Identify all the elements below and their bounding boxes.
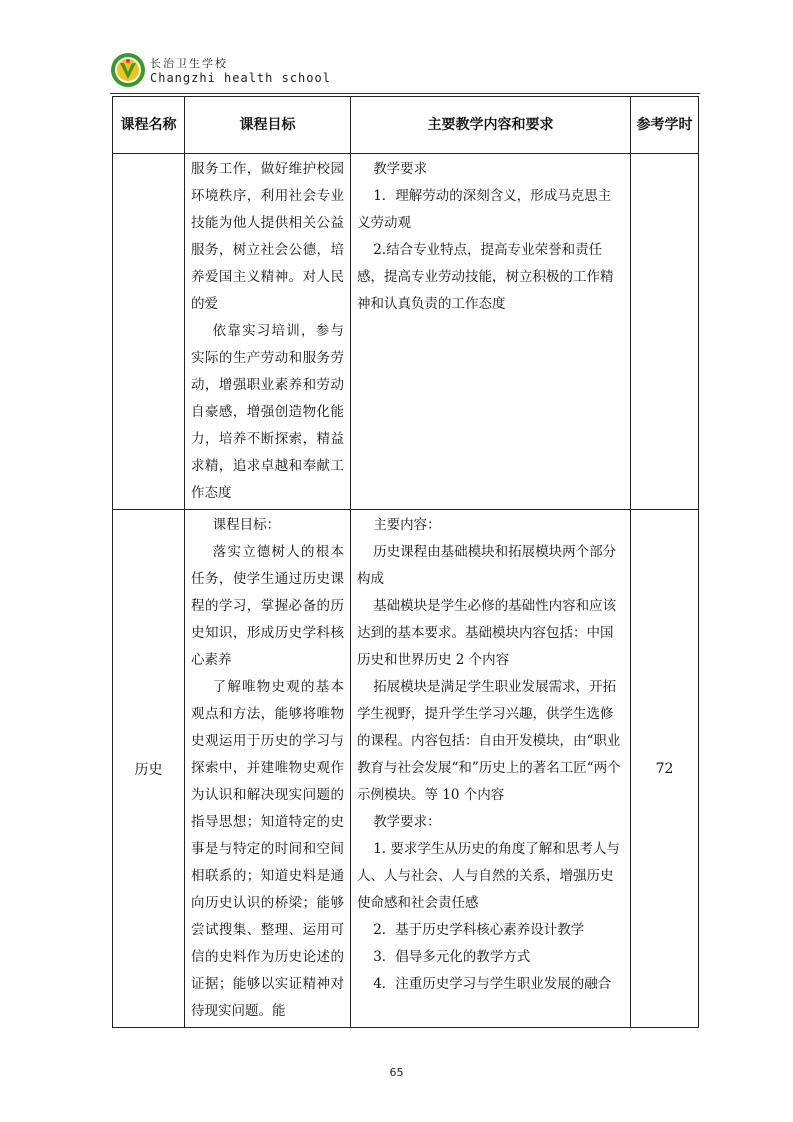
table-row bbox=[113, 154, 699, 510]
content-paragraph: 基础模块是学生必修的基础性内容和应该达到的基本要求。基础模块内容包括：中国历史和世界历史 2 个内容 bbox=[357, 598, 617, 668]
content-paragraph: 2.结合专业特点，提高专业荣誉和责任感，提高专业劳动技能，树立积极的工作精神和认真负责的工作态度 bbox=[357, 242, 614, 312]
page-header bbox=[110, 48, 700, 94]
school-logo-icon bbox=[110, 52, 146, 88]
content-paragraph: 拓展模块是满足学生职业发展需求，开拓学生视野，提升学生学习兴趣，供学生选修的课程。内容包括：自由开发模块，由“职业教育与社会发展“和”历史上的著名工匠“两个示例模块。等 10 个内容 bbox=[357, 679, 621, 803]
content-paragraph: 1. 要求学生从历史的角度了解和思考人与人、人与社会、人与自然的关系，增强历史使命感和社会责任感 bbox=[357, 841, 620, 911]
course-name-cell bbox=[113, 154, 185, 510]
content-paragraph: 教学要求： bbox=[373, 814, 441, 830]
content-paragraph: 1．理解劳动的深刻含义，形成马克思主义劳动观 bbox=[357, 188, 612, 231]
content-paragraph: 4．注重历史学习与学生职业发展的融合 bbox=[373, 976, 612, 992]
header-divider bbox=[110, 93, 700, 94]
page-number: 65 bbox=[389, 1066, 404, 1079]
objective-paragraph: 依靠实习培训，参与实际的生产劳动和服务劳动，增强职业素养和劳动自豪感，增强创造物化能力，培养不断探索，精益求精，追求卓越和奉献工作态度 bbox=[191, 323, 344, 501]
objective-paragraph: 了解唯物史观的基本观点和方法，能够将唯物史观运用于历史的学习与探索中，并建唯物史观作为认识和解决现实问题的指导思想；知道特定的史事是与特定的时间和空间相联系的；知道史料是通向历史认识的桥梁；能够尝试搜集、整理、运用可信的史料作为历史论述的证据；能够以实证精神对待现实问题。能 bbox=[191, 679, 344, 1019]
table-row bbox=[113, 510, 699, 1028]
content-paragraph: 2．基于历史学科核心素养设计教学 bbox=[373, 922, 585, 938]
school-name-cn: 长治卫生学校 bbox=[150, 57, 228, 70]
header-course-name: 课程名称 bbox=[113, 97, 185, 154]
objectives-cell bbox=[185, 154, 351, 510]
objective-paragraph: 落实立德树人的根本任务，使学生通过历史课程的学习，掌握必备的历史知识，形成历史学科核心素养 bbox=[191, 544, 344, 668]
content-paragraph: 主要内容： bbox=[373, 517, 441, 533]
header-reference-hours: 参考学时 bbox=[631, 97, 699, 154]
header-main-content: 主要教学内容和要求 bbox=[351, 97, 631, 154]
content-paragraph: 3．倡导多元化的教学方式 bbox=[373, 949, 531, 965]
content-cell bbox=[351, 154, 631, 510]
content-paragraph: 教学要求 bbox=[373, 161, 428, 177]
header-course-objectives: 课程目标 bbox=[185, 97, 351, 154]
school-name-en: Changzhi health school bbox=[150, 71, 331, 85]
hours-cell: 72 bbox=[631, 510, 699, 1028]
hours-cell bbox=[631, 154, 699, 510]
course-table bbox=[112, 96, 699, 1028]
table-header-row bbox=[113, 97, 699, 154]
content-paragraph: 历史课程由基础模块和拓展模块两个部分构成 bbox=[357, 544, 617, 587]
objective-paragraph: 课程目标： bbox=[212, 517, 281, 533]
content-cell bbox=[351, 510, 631, 1028]
course-name-cell: 历史 bbox=[113, 510, 185, 1028]
objective-paragraph: 服务工作，做好维护校园环境秩序，利用社会专业技能为他人提供相关公益服务，树立社会公德，培养爱国主义精神。对人民的爱 bbox=[191, 161, 344, 312]
objectives-cell bbox=[185, 510, 351, 1028]
